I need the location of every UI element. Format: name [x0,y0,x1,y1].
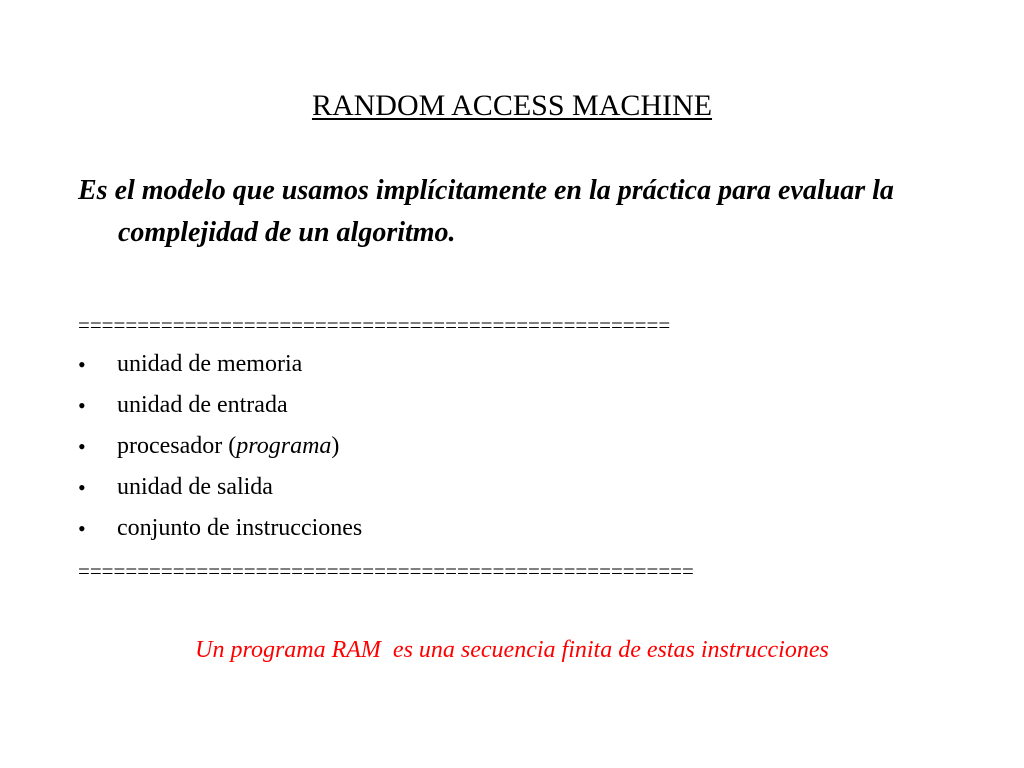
list-item-text: conjunto de instrucciones [117,515,363,541]
list-item [78,385,362,426]
component-list [78,344,362,549]
list-item-emphasis: programa [236,433,332,459]
list-item-text: unidad de salida [117,474,273,500]
list-item-text: unidad de memoria [117,351,303,377]
list-item-text-prefix: procesador ( [117,433,237,459]
intro-paragraph: Es el modelo que usamos implícitamente en la práctica para evaluar la complejidad de un algoritmo. [78,175,894,248]
bullet-icon: • [78,393,86,418]
list-item [78,344,362,385]
bullet-icon: • [78,434,86,459]
bullet-icon: • [78,475,86,500]
separator-bottom: ==================================================== [78,559,694,583]
bullet-icon: • [78,516,86,541]
separator-top: ================================================== [78,313,671,337]
list-item [78,508,362,549]
footer-note: Un programa RAM es una secuencia finita de estas instrucciones [195,637,829,663]
bullet-icon: • [78,352,86,377]
list-item-text-suffix: ) [331,433,340,459]
list-item [78,426,362,467]
list-item-text: unidad de entrada [117,392,288,418]
list-item [78,467,362,508]
slide-title: RANDOM ACCESS MACHINE [311,89,713,122]
